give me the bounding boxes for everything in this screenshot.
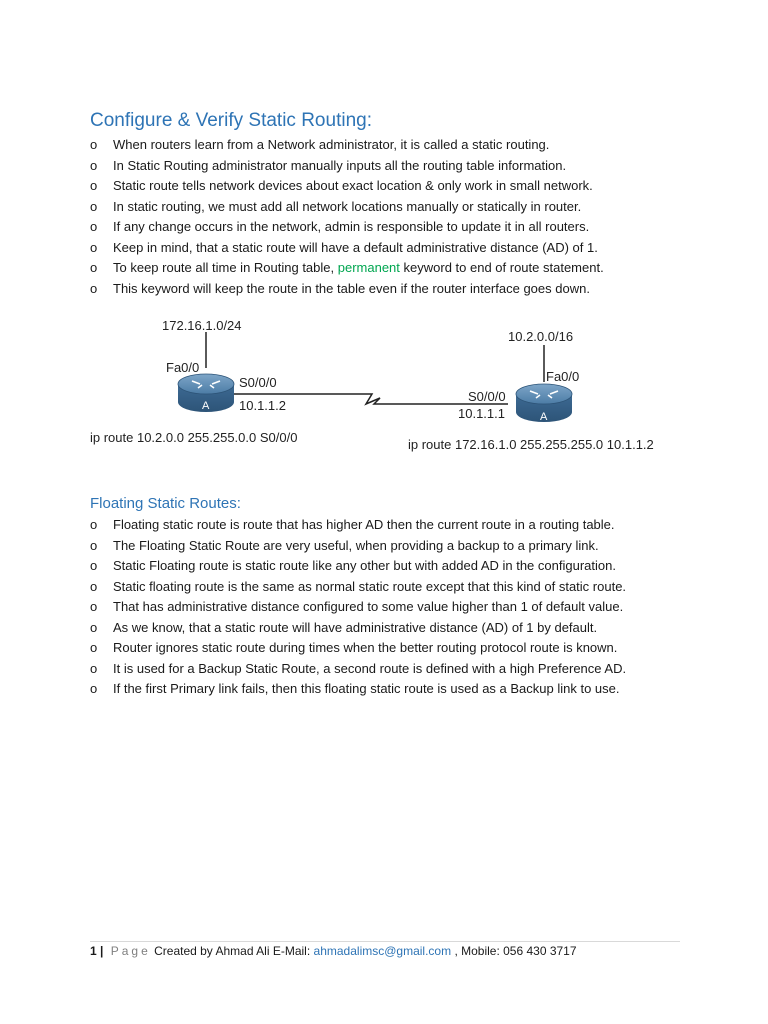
static-route-diagram: [88, 312, 688, 462]
network-topology-svg: [88, 312, 688, 462]
bullet-marker: o: [90, 558, 98, 573]
page-number: 1: [90, 944, 97, 958]
floating-routes-list: [90, 515, 626, 700]
bullet-marker: o: [90, 619, 98, 635]
right-network-label: 10.2.0.0/16: [508, 329, 574, 344]
left-router-icon: [178, 374, 234, 412]
bullet-marker: o: [90, 260, 98, 275]
bullet-marker: o: [90, 660, 98, 676]
page-word: Page: [110, 944, 151, 958]
bullet-marker: o: [90, 137, 98, 152]
bullet-marker: o: [90, 537, 98, 553]
list-item: o In static routing, we must add all network locations manually or statically in router.: [90, 197, 604, 218]
page-footer: [90, 944, 577, 958]
list-item: o In Static Routing administrator manually inputs all the routing table information.: [90, 156, 604, 177]
bullet-marker: o: [90, 578, 98, 594]
right-serial-label: S0/0/0: [468, 389, 506, 404]
right-router-label: A: [540, 411, 548, 423]
list-item: o As we know, that a static route will have administrative distance (AD) of 1 by default.: [90, 618, 626, 639]
bullet-marker: o: [90, 157, 98, 173]
list-item: o If the first Primary link fails, then this floating static route is used as a Backup link to use.: [90, 679, 626, 700]
section-title-static-routing: Configure & Verify Static Routing:: [90, 110, 372, 131]
list-item: o If any change occurs in the network, admin is responsible to update it in all routers.: [90, 217, 604, 238]
footer-credit: Created by Ahmad Ali E-Mail:: [154, 944, 311, 958]
section-title-floating-routes: Floating Static Routes:: [90, 495, 241, 512]
bullet-marker: o: [90, 198, 98, 214]
list-item: o That has administrative distance configured to some value higher than 1 of default value.: [90, 597, 626, 618]
left-route-command: ip route 10.2.0.0 255.255.0.0 S0/0/0: [90, 430, 298, 445]
bullet-marker: o: [90, 280, 98, 296]
left-serial-label: S0/0/0: [239, 375, 277, 390]
bullet-marker: o: [90, 517, 98, 532]
left-fa-label: Fa0/0: [166, 360, 200, 375]
footer-mobile: , Mobile: 056 430 3717: [454, 944, 577, 958]
list-item: o It is used for a Backup Static Route, a second route is defined with a high Preference AD.: [90, 659, 626, 680]
list-item: o Static Floating route is static route like any other but with added AD in the configuration.: [90, 556, 626, 577]
right-router-icon: [516, 384, 572, 423]
list-item: o To keep route all time in Routing table, permanent keyword to end of route statement.: [90, 258, 604, 279]
list-item: o When routers learn from a Network administrator, it is called a static routing.: [90, 135, 604, 156]
list-item: o This keyword will keep the route in the table even if the router interface goes down.: [90, 279, 604, 300]
list-item: o Floating static route is route that has higher AD then the current route in a routing table.: [90, 515, 626, 536]
bullet-marker: o: [90, 178, 98, 193]
keyword-permanent: permanent: [337, 260, 400, 275]
bullet-marker: o: [90, 239, 98, 255]
left-router-label: A: [202, 400, 210, 412]
bullet-marker: o: [90, 681, 98, 696]
bullet-marker: o: [90, 640, 98, 655]
footer-separator: |: [100, 944, 104, 958]
footer-divider: [90, 941, 680, 942]
list-item: o Static floating route is the same as normal static route except that this kind of static route.: [90, 577, 626, 598]
right-fa-label: Fa0/0: [546, 369, 580, 384]
right-ip-label: 10.1.1.1: [458, 406, 505, 421]
static-routing-list: [90, 135, 604, 299]
left-ip-label: 10.1.1.2: [239, 398, 286, 413]
list-item: o Keep in mind, that a static route will have a default administrative distance (AD) of 1.: [90, 238, 604, 259]
list-item: o Static route tells network devices about exact location & only work in small network.: [90, 176, 604, 197]
bullet-marker: o: [90, 219, 98, 234]
list-item: o Router ignores static route during times when the better routing protocol route is known.: [90, 638, 626, 659]
right-route-command: ip route 172.16.1.0 255.255.255.0 10.1.1.2: [408, 437, 654, 452]
left-network-label: 172.16.1.0/24: [162, 318, 242, 333]
list-item: o The Floating Static Route are very useful, when providing a backup to a primary link.: [90, 536, 626, 557]
bullet-marker: o: [90, 599, 98, 614]
email-link[interactable]: ahmadalimsc@gmail.com: [313, 944, 452, 958]
